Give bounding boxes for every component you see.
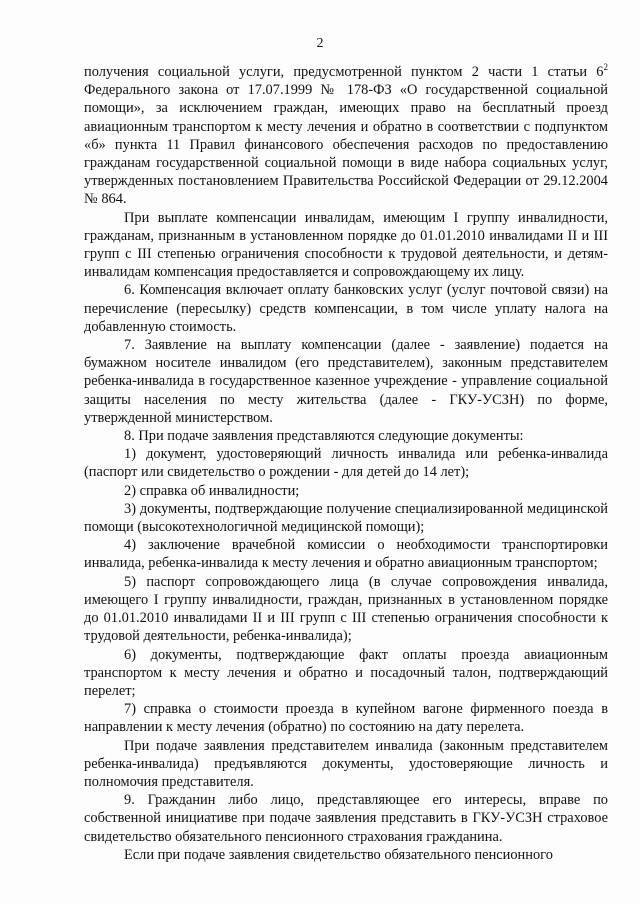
list-item-2: 2) справка об инвалидности; (124, 482, 300, 499)
list-item-3: 3) документы, подтверждающие получение специализированной медицинской помощи (высокотехнологичной медицинской помощи); (84, 500, 608, 536)
paragraph-8: 8. При подаче заявления представляются следующие документы: (124, 428, 524, 445)
document-body (84, 63, 608, 864)
list-item-5: 5) паспорт сопровождающего лица (в случае сопровождения инвалида, имеющего I группу инвалидности, граждан, признанных в установленном порядке до 01.01.2010 инвалидами II и III групп с III степенью ограничения способности к трудовой деятельности, ребенка-инвалида); (84, 573, 608, 645)
paragraph-continuation (84, 63, 608, 209)
list-item-1: 1) документ, удостоверяющий личность инвалида или ребенка-инвалида (паспорт или свидетельство о рождении - для детей до 14 лет); (84, 446, 608, 481)
paragraph-representative: При подаче заявления представителем инвалида (законным представителем ребенка-инвалида) предъявляются документы, удостоверяющие личность и полномочия представителя. (84, 737, 608, 790)
paragraph-final: Если при подаче заявления свидетельство обязательного пенсионного (124, 846, 553, 863)
list-item-6: 6) документы, подтверждающие факт оплаты проезда авиационным транспортом к месту лечения и обратно и посадочный талон, подтверждающий перелет; (84, 646, 608, 699)
footnote-superscript: 2 (603, 62, 608, 73)
paragraph-9: 9. Гражданин либо лицо, представляющее его интересы, вправе по собственной инициативе при подаче заявления представить в ГКУ-УСЗН страховое свидетельство обязательного пенсионного страхования гражданина. (84, 792, 608, 845)
paragraph-text-rest: Федерального закона от 17.07.1999 № 178-ФЗ «О государственной социальной помощи», за исключением граждан, имеющих право на бесплатный проезд авиационным транспортом к месту лечения и обратно в соответствии с подпунктом «б» пункта 11 Правил финансового обеспечения расходов по предоставлению гражданам государственной социальной помощи в виде набора социальных услуг, утвержденных постановлением Правительства Российской Федерации от 29.12.2004 № 864. (84, 82, 608, 208)
list-item-7: 7) справка о стоимости проезда в купейном вагоне фирменного поезда в направлении к месту лечения (обратно) по состоянию на дату перелета. (84, 701, 608, 736)
paragraph-7: 7. Заявление на выплату компенсации (далее - заявление) подается на бумажном носителе инвалидом (его представителем), законным представителем ребенка-инвалида в государственное казенное учреждение - управление социальной защиты населения по месту жительства (далее - ГКУ-УСЗН) по форме, утвержденной министерством. (84, 337, 608, 426)
list-item-4: 4) заключение врачебной комиссии о необходимости транспортировки инвалида, ребенка-инвалида к месту лечения и обратно авиационным транспортом; (84, 537, 608, 572)
page-number: 2 (316, 36, 324, 51)
paragraph-text: получения социальной услуги, предусмотренной пунктом 2 части 1 статьи 6 (84, 64, 604, 80)
paragraph-6: 6. Компенсация включает оплату банковских услуг (услуг почтовой связи) на перечисление (пересылку) средств компенсации, в том числе уплату налога на добавленную стоимость. (84, 282, 608, 335)
paragraph-compensation-escort: При выплате компенсации инвалидам, имеющим I группу инвалидности, гражданам, признанным в установленном порядке до 01.01.2010 инвалидами II и III групп с III степенью ограничения способности к трудовой деятельности, и детям-инвалидам компенсация предоставляется и сопровождающему их лицу. (84, 209, 608, 281)
